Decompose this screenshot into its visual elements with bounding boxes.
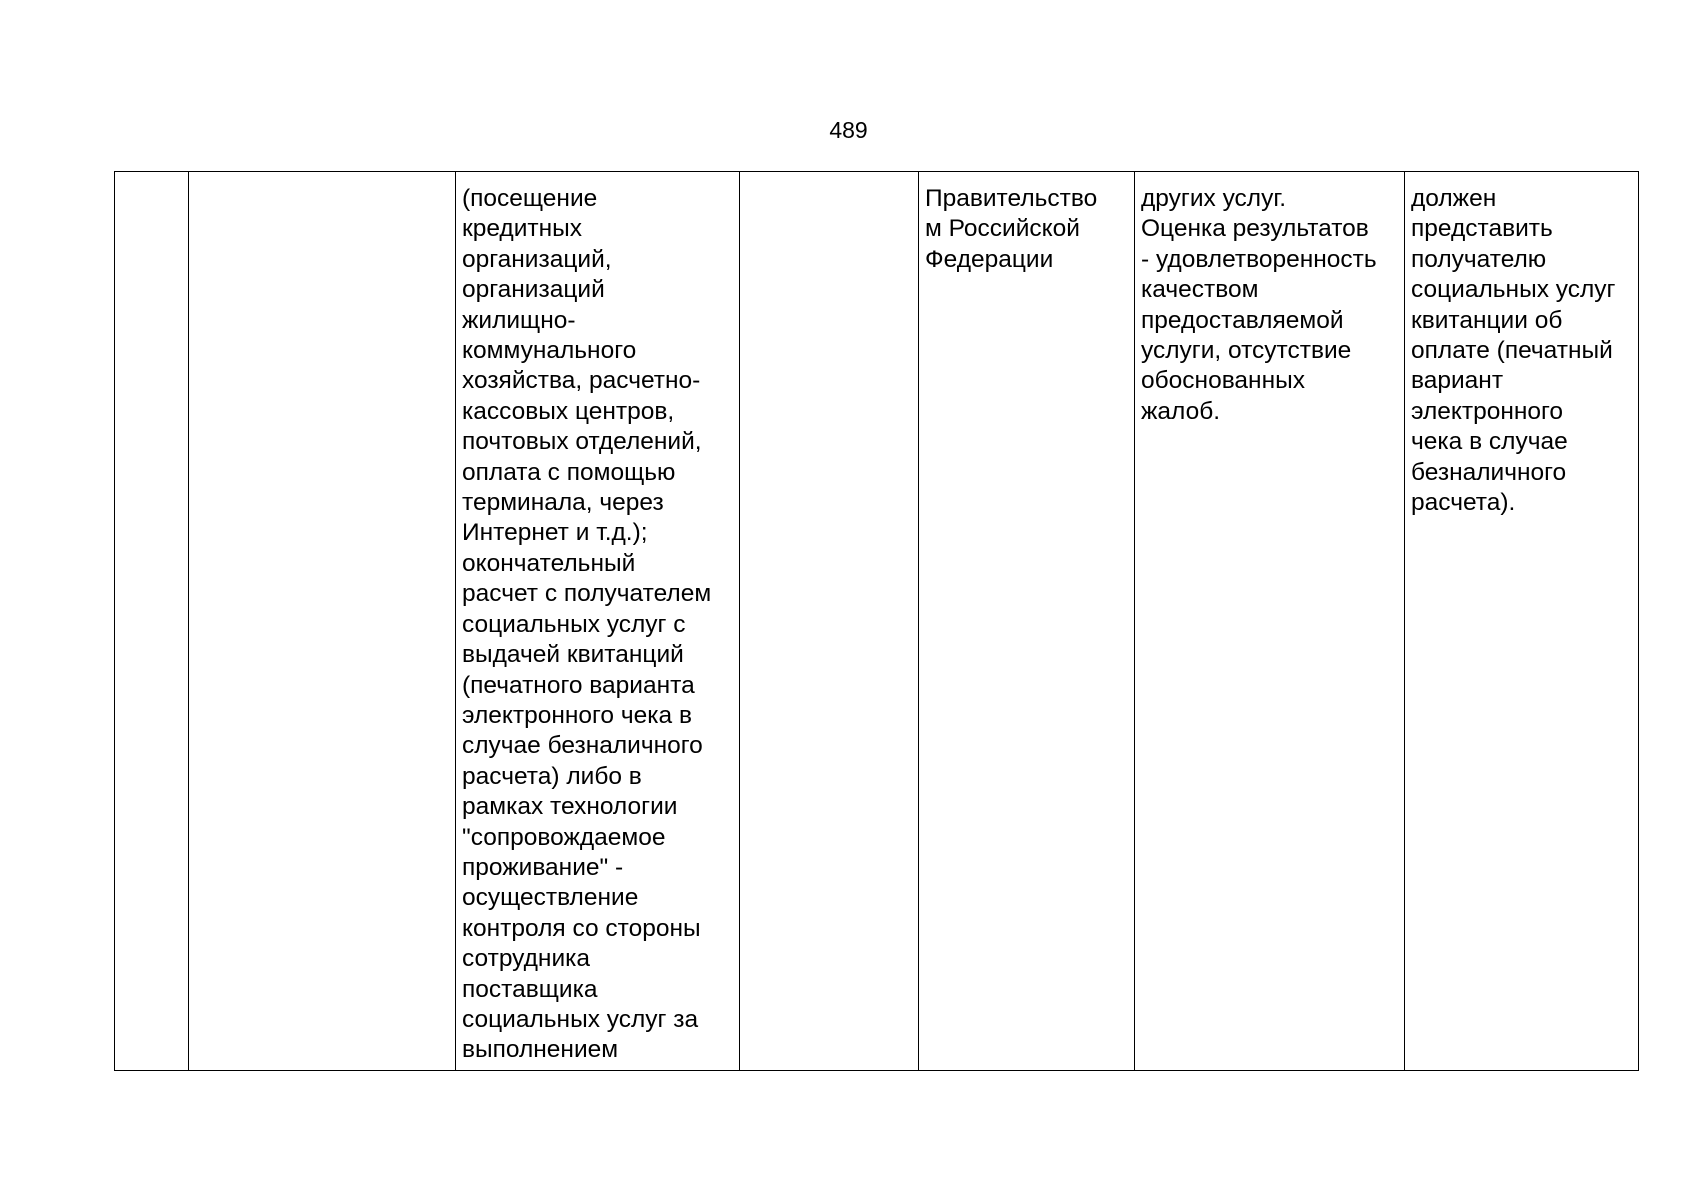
page-number: 489	[829, 117, 868, 143]
table-row	[115, 172, 1639, 1071]
cell-service-description: (посещение кредитных организаций, организаций жилищно- коммунального хозяйства, расчетно- кассовых центров, почтовых отделений, оплата с помощью терминала, через Интернет и т.д.); окончательный расчет с получателем социальных услуг с выдачей квитанций (печатного варианта электронного чека в случае безналичного расчета) либо в рамках технологии "сопровождаемое проживание" - осуществление контроля со стороны сотрудника поставщика социальных услуг за выполнением	[456, 172, 740, 1071]
cell-number	[115, 172, 189, 1071]
services-table	[114, 171, 1639, 1071]
cell-service-name	[189, 172, 456, 1071]
cell-rate: Правительство м Российской Федерации	[919, 172, 1135, 1071]
cell-quality-indicators: других услуг. Оценка результатов - удовлетворенность качеством предоставляемой услуги, отсутствие обоснованных жалоб.	[1135, 172, 1405, 1071]
cell-conditions: должен представить получателю социальных услуг квитанции об оплате (печатный вариант электронного чека в случае безналичного расчета).	[1405, 172, 1639, 1071]
cell-timeframe	[740, 172, 919, 1071]
